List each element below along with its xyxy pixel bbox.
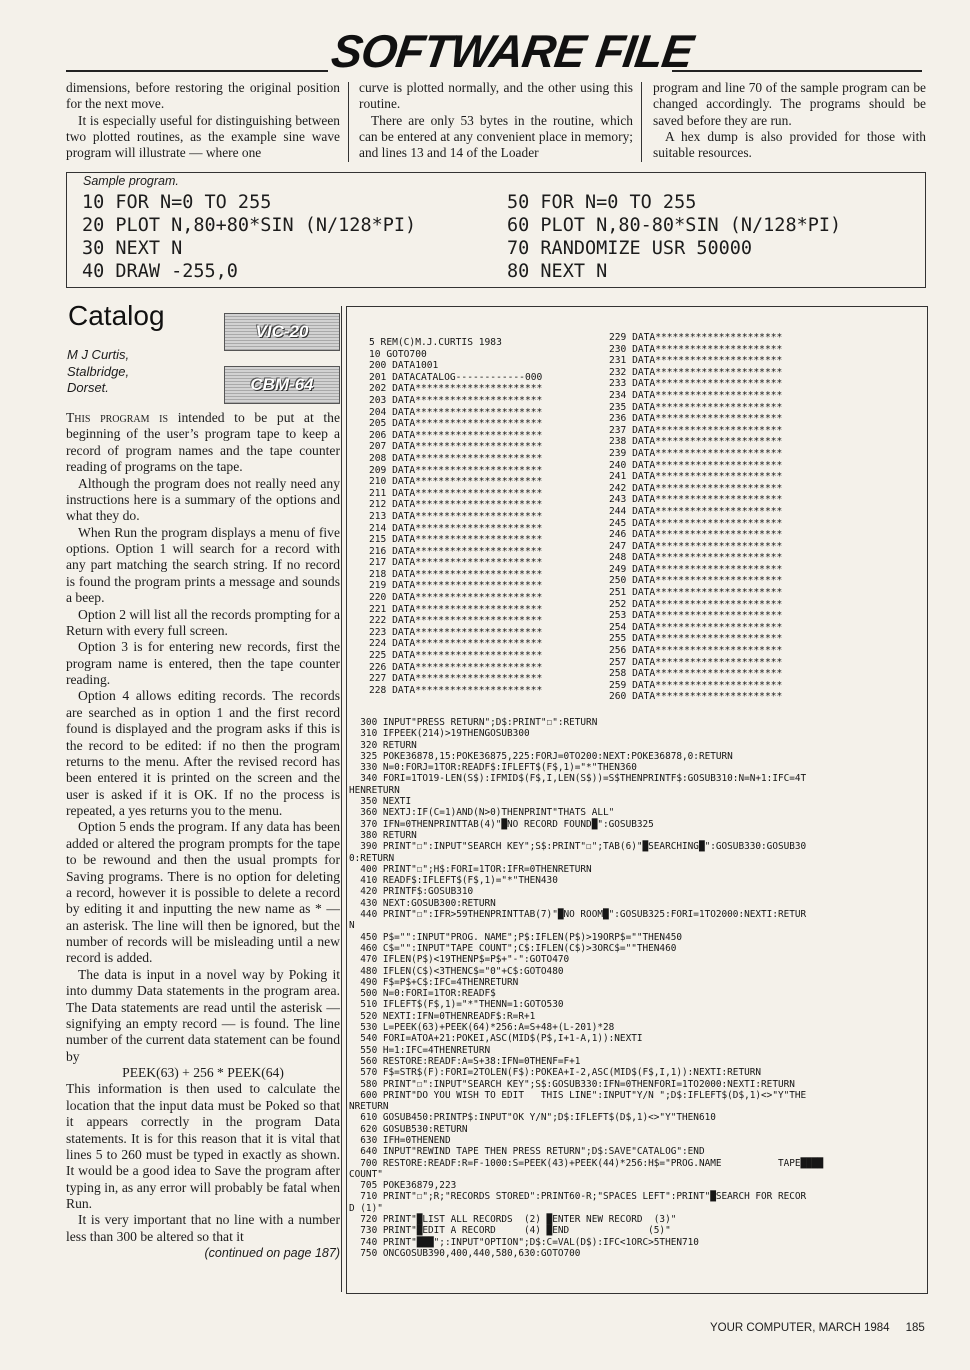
intro-paragraph: curve is plotted normally, and the other using this routine.: [359, 80, 633, 112]
column-divider: [641, 82, 642, 162]
intro-column-3: [653, 80, 926, 161]
article-paragraph: This information is then used to calculate the location that the input data must be Poked so that it appears correctly in the program Data statements. It is for this reason that it is vital that lines 5 to 260 must be typed in exactly as shown. It would be a good idea to Save the program after typing in, as any error will probably be fatal when Run.: [66, 1081, 340, 1211]
sample-code-left: 10 FOR N=0 TO 255 20 PLOT N,80+80*SIN (N/128*PI) 30 NEXT N 40 DRAW -255,0: [82, 192, 417, 282]
author-town: Stalbridge,: [67, 363, 130, 379]
column-divider: [341, 306, 342, 1292]
article-paragraph: Option 5 ends the program. If any data has been added or altered the program prompts for the tape to be rewound and then the usual prompts for Saving programs. There is no option for deleting a record, however it is possible to delete a record by editing it and inputting the new name as * — an asterisk. The line will then be ignored, but the number of records will be misleading until a new record is added.: [66, 819, 340, 966]
lead-in: This program is: [66, 410, 169, 425]
article-paragraph: The data is input in a novel way by Poking it into dummy Data statements in the program area. The Data statements are read until the asterisk — signifying an empty record — is found. The line number of the current data statement can be found by: [66, 966, 340, 1064]
sample-code-right: 50 FOR N=0 TO 255 60 PLOT N,80-80*SIN (N/128*PI) 70 RANDOMIZE USR 50000 80 NEXT N: [507, 192, 842, 282]
listing-data-block-1: 5 REM(C)M.J.CURTIS 1983 10 GOTO700 200 DATA1001 201 DATACATALOG------------000 202 DATA********************** 203 DATA********************** 204 DATA********************** 205 DATA********************** 206 DATA********************** 207 DATA********************** 208 DATA********************** 209 DATA********************** 210 DATA********************** 211 DATA********************** 212 DATA********************** 213 DATA********************** 214 DATA********************** 215 DATA********************** 216 DATA********************** 217 DATA********************** 218 DATA********************** 219 DATA********************** 220 DATA********************** 221 DATA********************** 222 DATA********************** 223 DATA********************** 224 DATA********************** 225 DATA********************** 226 DATA********************** 227 DATA********************** 228 DATA**********************: [369, 337, 543, 696]
article-paragraph: Option 2 will list all the records prompting for a Return with every full screen.: [66, 606, 340, 638]
listing-code-block: 300 INPUT"PRESS RETURN";D$:PRINT"☐":RETURN 310 IFPEEK(214)>19THENGOSUB300 320 RETURN 325 POKE36878,15:POKE36875,225:FORJ=0TO200:NEXT:POKE36878,0:RETURN 330 N=0:FORJ=1TOR:READF$:IFLEFT$(F$,1)="*"THEN360 340 FORI=1TO19-LEN(S$):IFMID$(F$,I,LEN(S$))=S$THENPRINTF$:GOSUB310:N=N+1:IFC=4T HENRETURN 350 NEXTI 360 NEXTJ:IF(C=1)AND(N>0)THENPRINT"THATS ALL" 370 IFN=0THENPRINTTAB(4)"█NO RECORD FOUND█":GOSUB325 380 RETURN 390 PRINT"☐":INPUT"SEARCH KEY";S$:PRINT"☐";TAB(6)"█SEARCHING█":GOSUB330:GOSUB30 0:RETURN 400 PRINT"☐";H$:FORI=1TOR:IFR=0THENRETURN 410 READF$:IFLEFT$(F$,1)="*"THEN430 420 PRINTF$:GOSUB310 430 NEXT:GOSUB300:RETURN 440 PRINT"☐":IFR>59THENPRINTTAB(7)"█NO ROOM█":GOSUB325:FORI=1TO2000:NEXTI:RETUR N 450 P$="":INPUT"PROG. NAME";P$:IFLEN(P$)>19ORP$=""THEN450 460 C$="":INPUT"TAPE COUNT";C$:IFLEN(C$)>3ORC$=""THEN460 470 IFLEN(P$)<19THENP$=P$+"-":GOTO470 480 IFLEN(C$)<3THENC$="0"+C$:GOTO480 490 F$=P$+C$:IFC=4THENRETURN 500 N=0:FORI=1TOR:READF$ 510 IFLEFT$(F$,1)="*"THENN=1:GOTO530 520 NEXTI:IFN=0THENREADF$:R=R+1 530 L=PEEK(63)+PEEK(64)*256:A=S+48+(L-201)*28 540 FORI=ATOA+21:POKEI,ASC(MID$(P$,I+1-A,1)):NEXTI 550 H=1:IFC=4THENRETURN 560 RESTORE:READF:A=S+38:IFN=0THENF=F+1 570 F$=STR$(F):FORI=2TOLEN(F$):POKEA+I-2,ASC(MID$(F$,I,1)):NEXTI:RETURN 580 PRINT"☐":INPUT"SEARCH KEY";S$:GOSUB330:IFN=0THENFORI=1TO2000:NEXTI:RETURN 600 PRINT"DO YOU WISH TO EDIT THIS LINE":INPUT"Y/N ";D$:IFLEFT$(D$,1)<>"Y"THE NRETURN 610 GOSUB450:PRINTP$:INPUT"OK Y/N";D$:IFLEFT$(D$,1)<>"Y"THEN610 620 GOSUB530:RETURN 630 IFH=0THENEND 640 INPUT"REWIND TAPE THEN PRESS RETURN";D$:SAVE"CATALOG":END 700 RESTORE:READF:R=F-1000:S=PEEK(43)+PEEK(44)*256:H$="PROG.NAME TAPE████ COUNT" 705 POKE36879,223 710 PRINT"☐";R;"RECORDS STORED":PRINT60-R;"SPACES LEFT":PRINT"█SEARCH FOR RECOR D (1)" 720 PRINT"█LIST ALL RECORDS (2) █ENTER NEW RECORD (3)" 730 PRINT"█EDIT A RECORD (4) █END (5)" 740 PRINT"███";:INPUT"OPTION";D$:C=VAL(D$):IFC<1ORC>5THEN710 750 ONCGOSUB390,400,440,580,630:GOTO700: [349, 717, 824, 1259]
page-footer: [710, 1322, 925, 1334]
intro-column-1: [66, 80, 340, 161]
vic20-badge: VIC-20: [224, 313, 340, 351]
article-paragraph: [66, 410, 340, 476]
program-listing: [346, 306, 928, 1294]
continued-note: (continued on page 187): [204, 1246, 340, 1261]
article-body: [66, 410, 340, 1262]
intro-paragraph: It is especially useful for distinguishing between two plotted routines, as the example sine wave program will illustrate — where one: [66, 112, 340, 161]
peek-formula: PEEK(63) + 256 * PEEK(64): [122, 1065, 284, 1080]
intro-column-2: [359, 80, 633, 161]
author-name: M J Curtis,: [67, 347, 130, 362]
article-paragraph: When Run the program displays a menu of five options. Option 1 will search for a record with any part matching the search string. If no record is found the program prints a message and sounds a beep.: [66, 524, 340, 606]
intro-paragraph: There are only 53 bytes in the routine, which can be entered at any convenient place in memory; and lines 13 and 14 of the Loader: [359, 112, 633, 161]
author-byline: [67, 347, 129, 397]
page-header: [66, 22, 922, 78]
intro-paragraph: program and line 70 of the sample program can be changed accordingly. The programs should be saved before they are run.: [653, 80, 926, 128]
header-rule-right: [672, 70, 922, 72]
article-paragraph: It is very important that no line with a number less than 300 be altered so that it: [66, 1212, 340, 1244]
author-county: Dorset.: [67, 380, 109, 395]
magazine-issue: YOUR COMPUTER, MARCH 1984: [710, 1322, 890, 1334]
intro-paragraph: dimensions, before restoring the original position for the next move.: [66, 80, 340, 112]
sample-program-box: [66, 172, 926, 288]
column-divider: [348, 82, 349, 162]
article-paragraph: Option 4 allows editing records. The records are searched as in option 1 and the first record found is displayed and the program asks if this is the record to be edited: if no then the program returns to the menu. After the revised record has been entered it is printed on the screen and the user is asked if it is OK. If no the process is repeated, a yes returns you to the menu.: [66, 688, 340, 818]
intro-paragraph: A hex dump is also provided for those with suitable resources.: [653, 128, 926, 161]
article-paragraph: Although the program does not really need any instructions here is a summary of the options and what they do.: [66, 475, 340, 524]
sample-program-caption: Sample program.: [83, 174, 179, 188]
paragraph-text: intended to be put at the beginning of the user’s program tape to keep a record of program names and the tape counter reading of programs on the tape.: [66, 410, 340, 475]
header-rule-left: [66, 70, 328, 72]
article-paragraph: Option 3 is for entering new records, first the program name is entered, then the tape counter reading.: [66, 639, 340, 687]
page-number: 185: [905, 1322, 925, 1334]
listing-data-block-2: 229 DATA********************** 230 DATA********************** 231 DATA********************** 232 DATA********************** 233 DATA********************** 234 DATA********************** 235 DATA********************** 236 DATA********************** 237 DATA********************** 238 DATA********************** 239 DATA********************** 240 DATA********************** 241 DATA********************** 242 DATA********************** 243 DATA********************** 244 DATA********************** 245 DATA********************** 246 DATA********************** 247 DATA********************** 248 DATA********************** 249 DATA********************** 250 DATA********************** 251 DATA********************** 252 DATA********************** 253 DATA********************** 254 DATA********************** 255 DATA********************** 256 DATA********************** 257 DATA********************** 258 DATA********************** 259 DATA********************** 260 DATA**********************: [609, 332, 783, 703]
cbm64-badge: CBM-64: [224, 366, 340, 404]
article-title: Catalog: [68, 300, 165, 331]
section-title: SOFTWARE FILE: [328, 25, 696, 77]
intro-columns: [66, 80, 926, 164]
